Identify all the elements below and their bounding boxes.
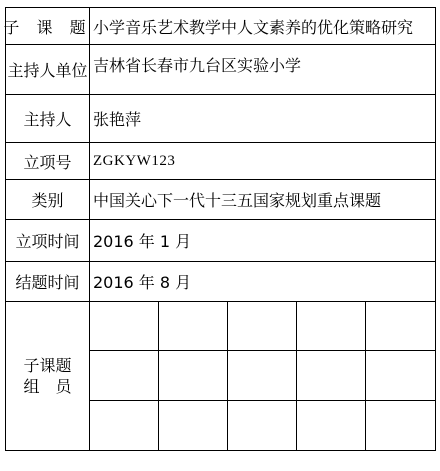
- row-host: [6, 95, 435, 143]
- member-cell: [159, 401, 228, 450]
- member-cell: [366, 401, 435, 450]
- member-cell: [297, 401, 366, 450]
- row-members: [6, 302, 435, 450]
- member-cell: [90, 302, 159, 351]
- member-cell: [297, 351, 366, 400]
- subtopic-value: 小学音乐艺术教学中人文素养的优化策略研究: [93, 17, 414, 37]
- member-cell: [90, 351, 159, 400]
- project-info-table: [5, 7, 436, 451]
- approval-date-label: 立项时间: [6, 220, 90, 261]
- member-cell: [159, 351, 228, 400]
- subtopic-label: 子 课 题: [6, 8, 90, 44]
- members-grid: [90, 302, 435, 450]
- member-cell: [366, 351, 435, 400]
- category-value: 中国关心下一代十三五国家规划重点课题: [93, 191, 382, 210]
- member-cell: [297, 302, 366, 351]
- row-completion-date: [6, 262, 435, 302]
- project-number-value: ZGKYW123: [93, 152, 176, 169]
- project-number-label: 立项号: [6, 143, 90, 179]
- host-unit-label: 主持人单位: [6, 45, 90, 94]
- member-cell: [366, 302, 435, 351]
- approval-date-value: 2016 年 1 月: [93, 232, 192, 251]
- members-label-line2: 组 员: [23, 377, 72, 396]
- completion-date-label: 结题时间: [6, 262, 90, 301]
- row-subtopic: [3, 8, 435, 45]
- completion-date-value: 2016 年 8 月: [93, 273, 192, 292]
- member-cell: [228, 351, 297, 400]
- host-label: 主持人: [6, 95, 90, 142]
- member-cell: [228, 401, 297, 450]
- row-approval-date: [6, 220, 435, 262]
- member-cell: [159, 302, 228, 351]
- host-value: 张艳萍: [93, 110, 142, 129]
- member-cell: [228, 302, 297, 351]
- member-cell: [90, 401, 159, 450]
- category-label: 类别: [6, 180, 90, 219]
- members-label-line1: 子课题: [23, 356, 72, 375]
- members-label: [6, 302, 90, 450]
- row-category: [6, 180, 435, 220]
- host-unit-value: 吉林省长春市九台区实验小学: [93, 56, 302, 75]
- row-project-number: [6, 143, 435, 180]
- row-host-unit: [6, 45, 435, 95]
